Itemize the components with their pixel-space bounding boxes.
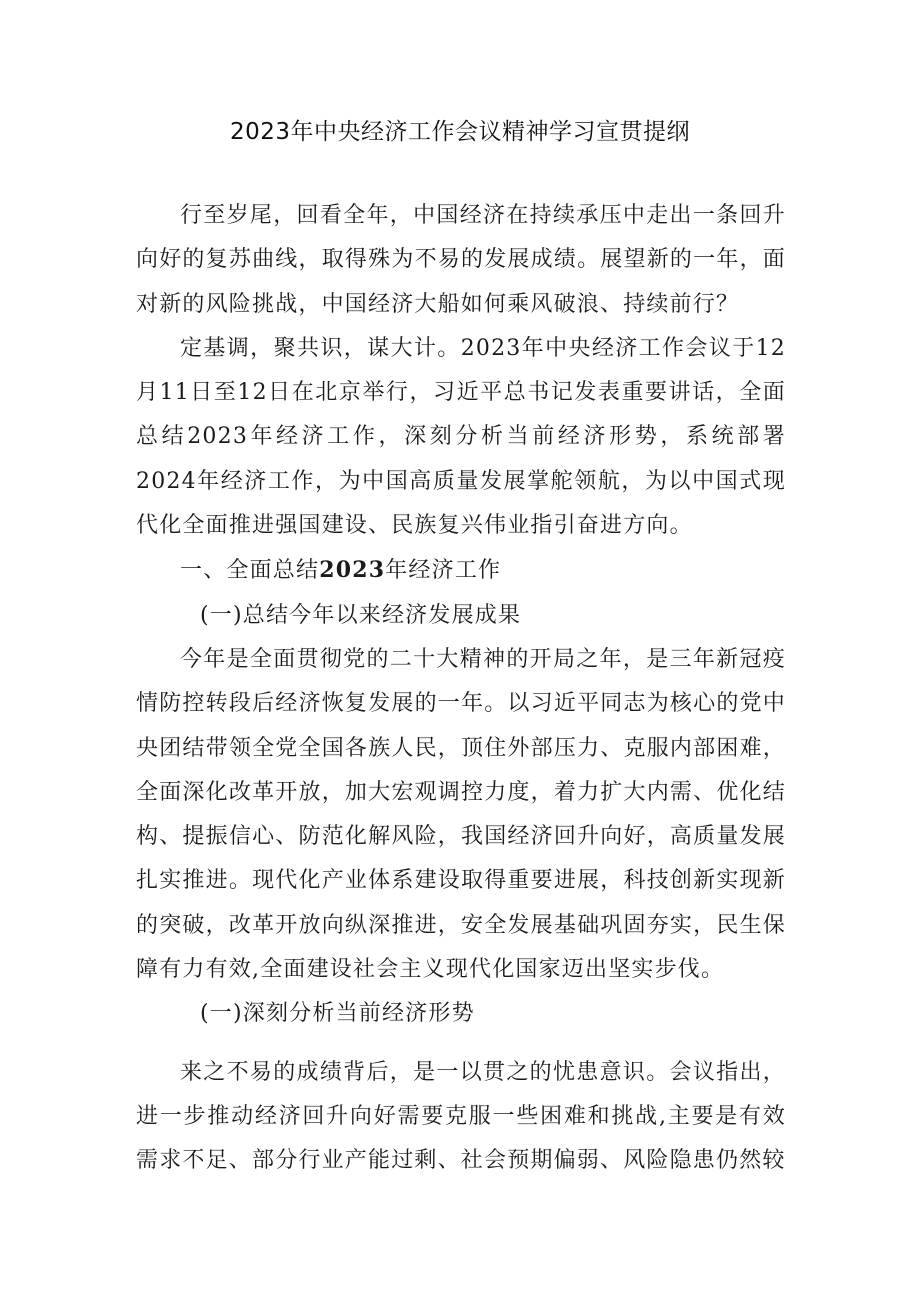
section-heading-1 <box>136 548 786 593</box>
document-body <box>136 194 786 1184</box>
paragraph-intro: 行至岁尾，回看全年，中国经济在持续承压中走出一条回升向好的复苏曲线，取得殊为不易的发展成绩。展望新的一年，面对新的风险挑战，中国经济大船如何乘风破浪、持续前行？ <box>136 203 786 317</box>
document-title: 2023年中央经济工作会议精神学习宣贯提纲 <box>229 119 691 145</box>
paragraph-meeting: 定基调，聚共识，谋大计。2023年中央经济工作会议于12月11日至12日在北京举行，习近平总书记发表重要讲话，全面总结2023年经济工作，深刻分析当前经济形势，系统部署2024年经济工作，为中国高质量发展掌舵领航，为以中国式现代化全面推进强国建设、民族复兴伟业指引奋进方向。 <box>136 335 786 539</box>
section-heading-1-year: 2023 <box>319 557 386 584</box>
subsection-heading-situation: (一)深刻分析当前经济形势 <box>200 1001 475 1027</box>
paragraph-situation: 来之不易的成绩背后，是一以贯之的忧患意识。会议指出，进一步推动经济回升向好需要克服一些困难和挑战,主要是有效需求不足、部分行业产能过剩、社会预期偏弱、风险隐患仍然较 <box>136 1059 786 1174</box>
spacer <box>136 1037 786 1051</box>
section-heading-1-prefix: 一、全面总结 <box>180 558 320 584</box>
subsection-heading-achievements: (一)总结今年以来经济发展成果 <box>200 602 522 628</box>
paragraph-achievements: 今年是全面贯彻党的二十大精神的开局之年，是三年新冠疫情防控转段后经济恢复发展的一年。以习近平同志为核心的党中央团结带领全党全国各族人民，顶住外部压力、克服内部困难，全面深化改革开放，加大宏观调控力度，着力扩大内需、优化结构、提振信心、防范化解风险，我国经济回升向好，高质量发展扎实推进。现代化产业体系建设取得重要进展，科技创新实现新的突破，改革开放向纵深推进，安全发展基础巩固夯实，民生保障有力有效,全面建设社会主义现代化国家迈出坚实步伐。 <box>136 646 786 983</box>
section-heading-1-suffix: 年经济工作 <box>385 558 502 584</box>
